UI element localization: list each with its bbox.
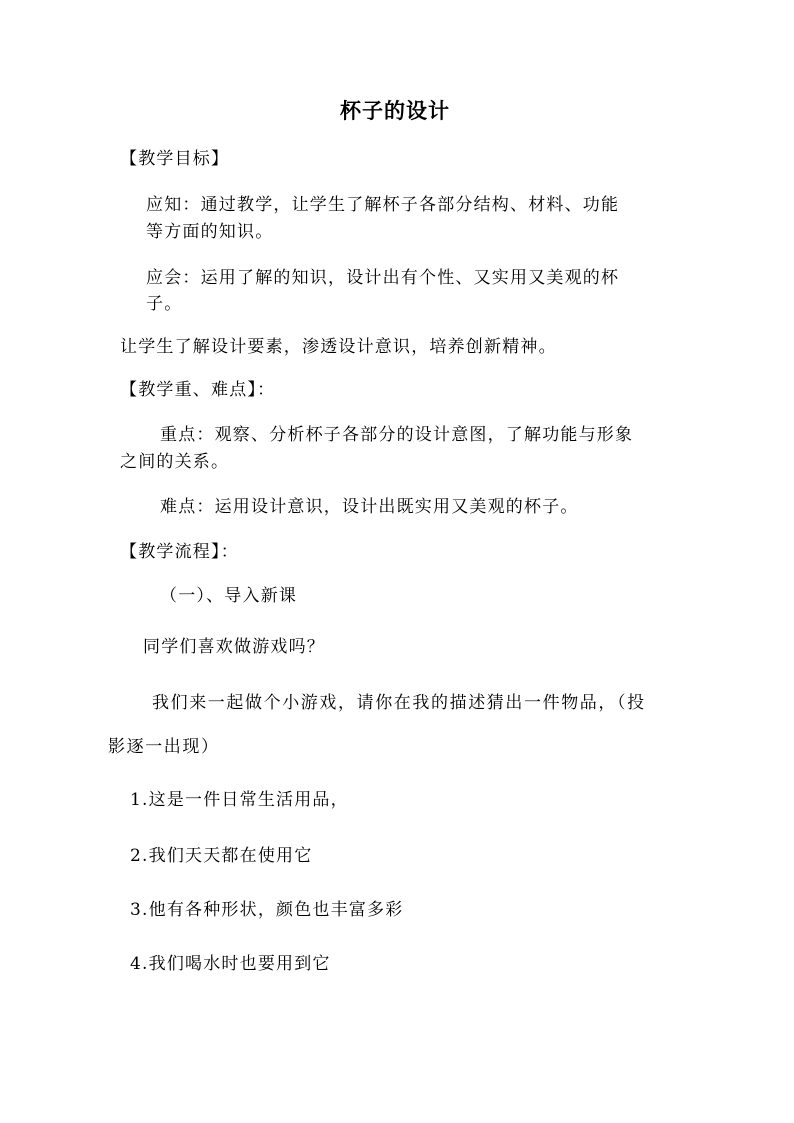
page-title: 杯子的设计 (340, 98, 450, 123)
keypoint-line-1: 重点：观察、分析杯子各部分的设计意图，了解功能与形象 (160, 425, 634, 445)
objective-do-line-2: 子。 (146, 294, 183, 314)
objective-general: 让学生了解设计要素，渗透设计意识，培养创新精神。 (120, 337, 557, 357)
objective-do-line-1: 应会：运用了解的知识，设计出有个性、又实用又美观的杯 (146, 268, 620, 288)
clue-1: 1.这是一件日常生活用品， (130, 790, 349, 810)
process-heading: 【教学流程】： (120, 542, 239, 562)
difficulty: 难点：运用设计意识，设计出既实用又美观的杯子。 (160, 497, 579, 517)
warmup-question: 同学们喜欢做游戏吗？ (143, 637, 325, 657)
clue-3: 3.他有各种形状，颜色也丰富多彩 (130, 900, 404, 920)
objective-know-line-2: 等方面的知识。 (146, 222, 274, 242)
keypoints-heading: 【教学重、难点】： (120, 380, 276, 400)
objectives-heading: 【教学目标】 (120, 149, 230, 169)
game-description-line-1: 我们来一起做个小游戏，请你在我的描述猜出一件物品，（投 (152, 693, 646, 713)
keypoint-line-2: 之间的关系。 (120, 452, 230, 472)
objective-know-line-1: 应知：通过教学，让学生了解杯子各部分结构、材料、功能 (146, 195, 620, 215)
game-description-line-2: 影逐一出现） (108, 737, 220, 757)
clue-4: 4.我们喝水时也要用到它 (130, 954, 331, 974)
section-heading-intro: （一）、导入新课 (160, 586, 298, 606)
clue-2: 2.我们天天都在使用它 (130, 846, 313, 866)
